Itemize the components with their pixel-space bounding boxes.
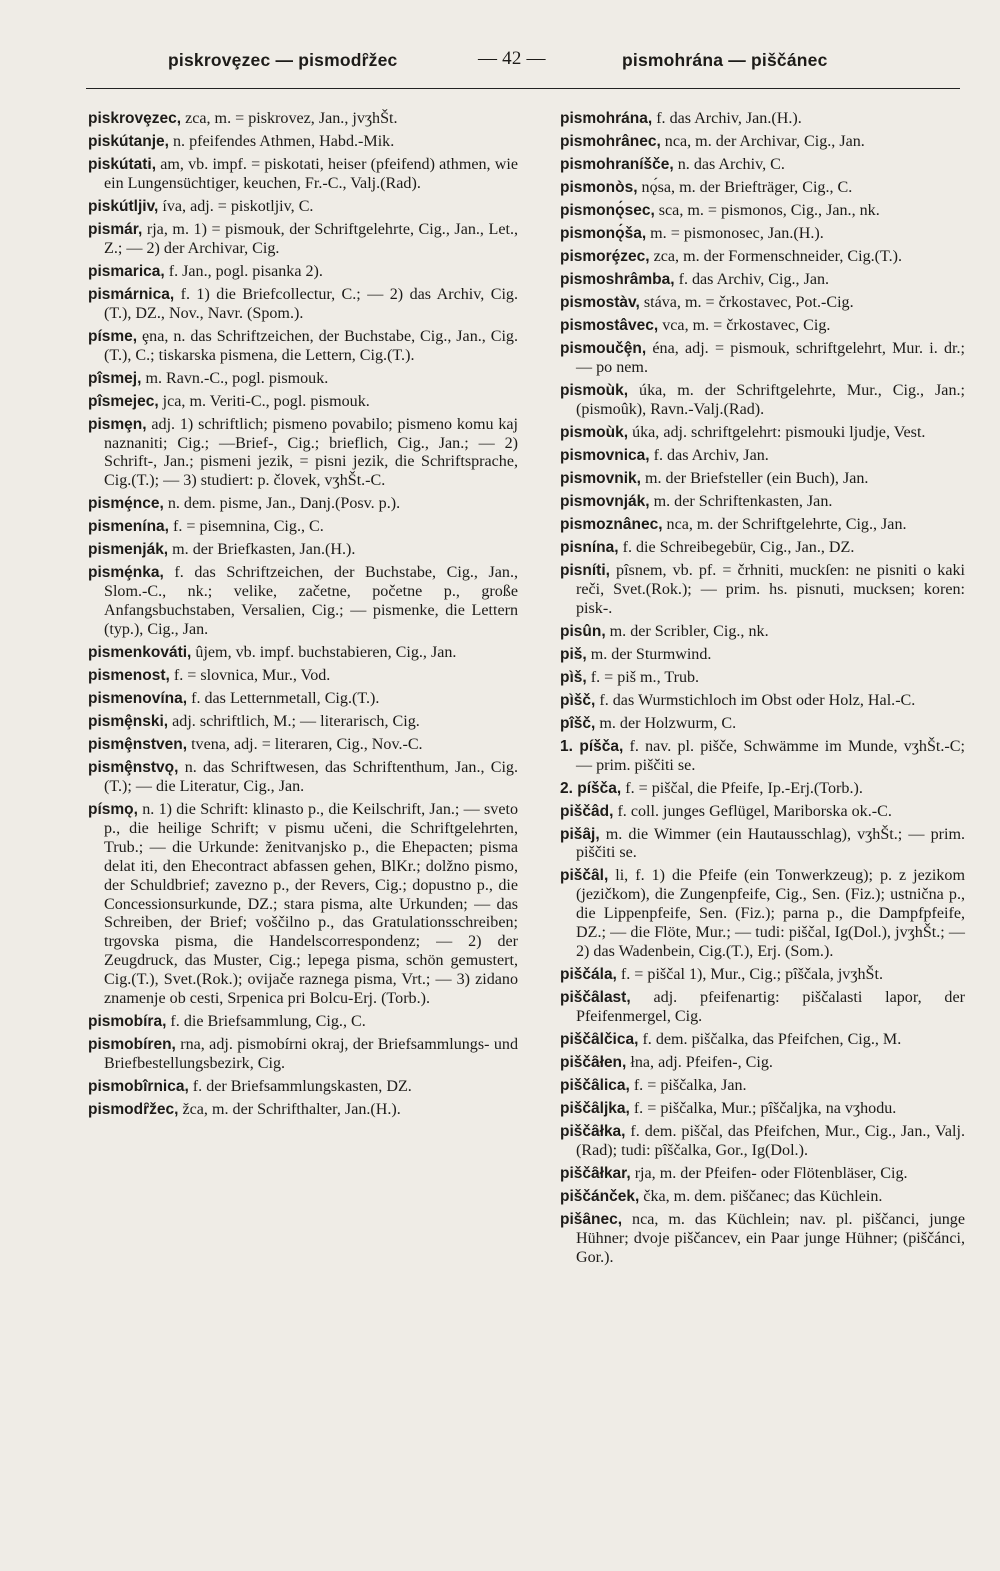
entry-headword: piščála, <box>560 966 617 984</box>
entry-headword: pismarica, <box>88 262 165 280</box>
entry-headword: pismoučȩ̂n, <box>560 340 647 357</box>
entry-headword: pismohrána, <box>560 110 653 127</box>
entry-headword: pismȩ̂nstven, <box>88 736 188 754</box>
dictionary-entry <box>560 248 965 267</box>
entry-headword: piš, <box>560 645 587 663</box>
dictionary-entry <box>560 516 965 535</box>
dictionary-entry <box>88 541 518 560</box>
entry-definition: úka, adj. schriftgelehrt: pismouki ljudje, Vest. <box>628 423 926 441</box>
entry-headword: 2. píšča, <box>560 779 622 797</box>
entry-headword: pismoùk, <box>560 423 629 441</box>
entry-definition: f. die Schreibegebür, Cig., Jan., DZ. <box>618 538 855 556</box>
entry-headword: piščȃlica, <box>560 1076 630 1094</box>
entry-definition: ûjem, vb. impf. buchstabieren, Cig., Jan. <box>191 644 457 662</box>
dictionary-entry <box>560 271 965 290</box>
entry-definition: n. 1) die Schrift: klinasto p., die Keilschrift, Jan.; — sveto p., die heilige Schrift; v pismu učeni, die Schriftgelehrten, Trub.; — die Urkunde: ženitvanjsko p., die Ehepacten; pisma delat iti, den Ehecontract abfassen gehen, BlKr.; dolžno pismo, der Schuldbrief; zavezno p., der Revers, Cig.; dopustno p., die Concessionsurkunde, DZ.; stara pisma, alte Urkunden; — das Schreiben, der Brief; voščilno p., das Gratulationsschreiben; trgovska pisma, die Handelscorrespondenz; — 2) der Zeugdruck, das Muster, Cig.; lepega pisma, schön gemustert, Cig.(T.), Svet.(Rok.); ovijače raznega pisma, Vrt.; — 3) zidano znamenje ob cesti, Srpenica pri Bolcu-Erj. (Torb.). <box>104 800 518 1008</box>
entry-headword: pismostàv, <box>560 294 640 311</box>
dictionary-entry <box>560 110 965 129</box>
dictionary-entry <box>560 470 965 489</box>
dictionary-entry <box>88 713 518 732</box>
entry-definition: jca, m. Veriti-C., pogl. pismouk. <box>158 392 370 410</box>
entry-headword: pišȃnec, <box>560 1210 623 1228</box>
entry-definition: tvena, adj. = literaren, Cig., Nov.-C. <box>187 736 423 754</box>
entry-headword: piskútanje, <box>88 133 169 150</box>
dictionary-entry <box>88 416 518 492</box>
header-left-range: piskrovȩzec — pismodȓžec <box>168 50 398 70</box>
entry-headword: piščȃlast, <box>560 989 631 1007</box>
entry-headword: pismȩ́nce, <box>88 495 164 513</box>
dictionary-entry <box>560 1054 965 1073</box>
entry-definition: adj. schriftlich, M.; — literarisch, Cig. <box>168 713 420 731</box>
entry-headword: pismoznânec, <box>560 515 663 533</box>
entry-headword: pismohraníšče, <box>560 156 674 173</box>
entry-headword: pîsmej, <box>88 369 142 387</box>
entry-definition: m. = pismonosec, Jan.(H.). <box>646 225 824 242</box>
dictionary-entry <box>560 133 965 152</box>
entry-definition: n. das Archiv, C. <box>673 156 785 173</box>
dictionary-entry <box>88 286 518 324</box>
entry-definition: íva, adj. = piskotljiv, C. <box>158 197 314 215</box>
entry-headword: 1. píšča, <box>560 737 624 755</box>
entry-definition: n. dem. pisme, Jan., Danj.(Posv. p.). <box>163 495 401 513</box>
dictionary-entry <box>560 1031 965 1050</box>
dictionary-entry <box>560 989 965 1027</box>
page-header <box>0 44 1000 84</box>
dictionary-entry <box>560 1077 965 1096</box>
dictionary-entry <box>560 1188 965 1207</box>
dictionary-entry <box>560 539 965 558</box>
entry-headword: piskútljiv, <box>88 197 159 215</box>
entry-definition: nca, m. der Archivar, Cig., Jan. <box>660 133 865 150</box>
entry-definition: úka, m. der Schriftgelehrte, Mur., Cig., Jan.; (pismoûk), Ravn.-Valj.(Rad). <box>576 381 965 418</box>
entry-headword: pismár, <box>88 220 143 238</box>
page-number: — 42 — <box>478 48 546 69</box>
dictionary-entry <box>560 669 965 688</box>
entry-definition: zca, m. = piskrovez, Jan., jvʒhŠt. <box>181 110 398 127</box>
entry-definition: f. das Wurmstichloch im Obst oder Holz, Hal.-C. <box>595 691 916 709</box>
right-column <box>560 110 965 1272</box>
entry-definition: f. dem. piščal, das Pfeifchen, Mur., Cig., Jan., Valj.(Rad); tudi: pîščalka, Gor., Ig(Dol.). <box>576 1122 965 1159</box>
left-column <box>88 110 518 1124</box>
dictionary-entry <box>88 221 518 259</box>
entry-headword: piščȃłka, <box>560 1122 626 1140</box>
dictionary-entry <box>560 156 965 175</box>
dictionary-entry <box>88 370 518 389</box>
dictionary-entry <box>88 263 518 282</box>
entry-headword: pismoùk, <box>560 381 629 399</box>
entry-headword: pisnína, <box>560 538 619 556</box>
entry-definition: rna, adj. pismobírni okraj, der Briefsammlungs- und Briefbestellungsbezirk, Cig. <box>104 1036 518 1072</box>
dictionary-entry <box>88 1078 518 1097</box>
entry-definition: f. die Briefsammlung, Cig., C. <box>166 1013 366 1031</box>
entry-headword: piščȃl, <box>560 867 609 885</box>
entry-definition: nca, m. das Küchlein; nav. pl. piščanci, junge Hühner; dvoje piščancev, ein Paar junge Hühner; (piščánci, Gor.). <box>576 1210 965 1266</box>
dictionary-entry <box>560 623 965 642</box>
dictionary-entry <box>88 736 518 755</box>
entry-headword: pismȩn, <box>88 415 147 433</box>
entry-headword: pismobîrnica, <box>88 1077 189 1095</box>
entry-headword: pisníti, <box>560 561 610 579</box>
entry-definition: pîsnem, vb. pf. = črhniti, muckſen: ne pisniti o kaki reči, Svet.(Rok.); — prim. hs. pisnuti, mucksen; koren: pisk-. <box>576 561 965 617</box>
dictionary-entry <box>88 1013 518 1032</box>
entry-headword: piskútati, <box>88 156 157 173</box>
dictionary-entry <box>560 803 965 822</box>
dictionary-entry <box>560 225 965 244</box>
entry-definition: adj. pfeifenartig: piščalasti lapor, der Pfeifenmergel, Cig. <box>576 989 965 1025</box>
dictionary-entry <box>88 393 518 412</box>
dictionary-entry <box>560 966 965 985</box>
dictionary-entry <box>560 424 965 443</box>
dictionary-entry <box>560 340 965 378</box>
dictionary-entry <box>560 317 965 336</box>
entry-definition: sca, m. = pismonos, Cig., Jan., nk. <box>654 202 880 219</box>
entry-headword: piščȃljka, <box>560 1099 630 1117</box>
entry-definition: f. das Letternmetall, Cig.(T.). <box>187 690 380 708</box>
dictionary-entry <box>88 667 518 686</box>
entry-headword: pismonǫ́ša, <box>560 225 647 242</box>
entry-definition: n. pfeifendes Athmen, Habd.-Mik. <box>168 133 395 150</box>
dictionary-entry <box>88 198 518 217</box>
entry-definition: m. die Wimmer (ein Hautausschlag), vʒhŠt.; — prim. piščiti se. <box>576 825 965 862</box>
entry-headword: pismȩ̂nstvǫ, <box>88 759 179 777</box>
entry-definition: m. der Scribler, Cig., nk. <box>605 622 769 640</box>
dictionary-entry <box>560 867 965 962</box>
dictionary-entry <box>560 715 965 734</box>
entry-definition: f. = piš m., Trub. <box>586 668 700 686</box>
entry-definition: łna, adj. Pfeifen-, Cig. <box>626 1053 773 1071</box>
entry-headword: pismenost, <box>88 667 170 685</box>
entry-definition: f. der Briefsammlungskasten, DZ. <box>188 1077 412 1095</box>
entry-headword: pismobíren, <box>88 1036 176 1054</box>
entry-headword: pìšč, <box>560 691 596 709</box>
dictionary-entry <box>560 382 965 420</box>
entry-definition: f. 1) die Briefcollectur, C.; — 2) das Archiv, Cig.(T.), DZ., Nov., Navr. (Spom.). <box>104 285 518 322</box>
entry-definition: f. dem. piščalka, das Pfeifchen, Cig., M. <box>638 1030 902 1048</box>
entry-definition: f. das Archiv, Jan.(H.). <box>652 110 802 127</box>
entry-headword: pismenovína, <box>88 690 188 708</box>
entry-definition: m. der Schriftenkasten, Jan. <box>649 492 833 510</box>
entry-definition: f. = piščalka, Jan. <box>629 1076 747 1094</box>
entry-headword: písmǫ, <box>88 800 138 818</box>
entry-headword: piskrovȩzec, <box>88 110 182 127</box>
entry-headword: pismȩ̂nski, <box>88 713 169 731</box>
entry-headword: pismovnik, <box>560 469 641 487</box>
dictionary-entry <box>560 1100 965 1119</box>
entry-headword: pismorȩ́zec, <box>560 248 650 265</box>
entry-headword: pismoshrâmba, <box>560 271 675 288</box>
dictionary-entry <box>560 646 965 665</box>
entry-headword: piščȃłen, <box>560 1053 627 1071</box>
entry-headword: pismobíra, <box>88 1013 167 1031</box>
entry-definition: žca, m. der Schrifthalter, Jan.(H.). <box>178 1100 401 1118</box>
dictionary-entry <box>560 780 965 799</box>
entry-definition: zca, m. der Formenschneider, Cig.(T.). <box>649 248 903 265</box>
dictionary-entry <box>560 1211 965 1268</box>
dictionary-entry <box>88 110 518 129</box>
entry-headword: pismonòs, <box>560 179 638 196</box>
dictionary-entry <box>88 518 518 537</box>
entry-headword: pišȃj, <box>560 825 600 843</box>
entry-definition: n. das Schriftwesen, das Schriftenthum, Jan., Cig.(T.); — die Literatur, Cig., Jan. <box>104 759 518 795</box>
entry-definition: f. das Schriftzeichen, der Buchstabe, Cig., Jan., Slom.-C., nk.; velike, začetne, početne p., große Anfangsbuchstaben, Versalien, Cig.; — pismenke, die Lettern (typ.), Cig., Jan. <box>104 564 518 639</box>
entry-definition: vca, m. = črkostavec, Cig. <box>658 317 831 334</box>
entry-definition: nca, m. der Schriftgelehrte, Cig., Jan. <box>662 515 907 533</box>
entry-headword: pismostâvec, <box>560 317 659 334</box>
entry-definition: rja, m. 1) = pismouk, der Schriftgelehrte, Cig., Jan., Let., Z.; — 2) der Archivar, Cig. <box>104 220 518 257</box>
entry-definition: rja, m. der Pfeifen- oder Flötenbläser, Cig. <box>630 1164 908 1182</box>
entry-definition: m. der Briefkasten, Jan.(H.). <box>168 541 356 559</box>
entry-headword: pismovnica, <box>560 446 650 464</box>
dictionary-entry <box>88 801 518 1009</box>
entry-definition: éna, adj. = pismouk, schriftgelehrt, Mur. i. dr.; — po nem. <box>576 340 965 376</box>
entry-headword: pismovnják, <box>560 492 650 510</box>
entry-headword: pismohrânec, <box>560 133 661 150</box>
entry-headword: pismodȓžec, <box>88 1100 179 1118</box>
entry-definition: f. das Archiv, Cig., Jan. <box>674 271 830 288</box>
dictionary-entry <box>560 692 965 711</box>
entry-definition: m. Ravn.-C., pogl. pismouk. <box>141 369 329 387</box>
dictionary-entry <box>560 493 965 512</box>
dictionary-entry <box>560 447 965 466</box>
entry-headword: pismenják, <box>88 541 169 559</box>
entry-headword: pìš, <box>560 668 587 686</box>
entry-definition: f. das Archiv, Jan. <box>649 446 769 464</box>
dictionary-entry <box>88 495 518 514</box>
entry-definition: f. Jan., pogl. pisanka 2). <box>164 262 323 280</box>
dictionary-entry <box>88 564 518 640</box>
entry-definition: stáva, m. = črkostavec, Pot.-Cig. <box>639 294 854 311</box>
entry-headword: pismonǫ́sec, <box>560 202 655 219</box>
dictionary-entry <box>88 156 518 194</box>
dictionary-entry <box>560 1165 965 1184</box>
dictionary-entry <box>560 294 965 313</box>
entry-definition: nǫ́sa, m. der Briefträger, Cig., C. <box>637 179 853 196</box>
entry-definition: f. = slovnica, Mur., Vod. <box>169 667 331 685</box>
dictionary-entry <box>560 1123 965 1161</box>
entry-definition: adj. 1) schriftlich; pismeno povabilo; pismeno komu kaj naznaniti; Cig.; —Brief-, Cig.; brieflich, Cig., Jan.; — 2) Schrift-, Jan.; pismeni jezik, = pisni jezik, die Schriftsprache, Cig.(T.); — 3) studiert: p. človek, vʒhŠt.-C. <box>104 415 518 490</box>
header-rule <box>86 88 960 89</box>
entry-definition: li, f. 1) die Pfeife (ein Tonwerkzeug); p. z jezikom (jezičkom), die Zungenpfeife, Cig., Sen. (Fiz.); ustnična p., die Lippenpfeife, Sen. (Fiz.); parna p., die Dampfpfeife, DZ.; — die Flöte, Mur.; — tudi: piščal, Ig(Dol.), jvʒhŠt.; — 2) das Wadenbein, Cig.(T.), Erj. (Som.). <box>576 867 965 961</box>
entry-definition: f. = piščalka, Mur.; pîščaljka, na vʒhodu. <box>629 1099 897 1117</box>
entry-headword: piščánček, <box>560 1187 640 1205</box>
entry-definition: f. = piščal 1), Mur., Cig.; pîščala, jvʒhŠt. <box>616 966 883 984</box>
dictionary-entry <box>88 759 518 797</box>
entry-headword: piščȃlčica, <box>560 1030 639 1048</box>
entry-headword: pismȩ́nka, <box>88 564 164 582</box>
dictionary-entry <box>560 179 965 198</box>
entry-headword: pîšč, <box>560 714 596 732</box>
dictionary-entry <box>560 738 965 776</box>
entry-headword: pismárnica, <box>88 285 175 303</box>
entry-headword: pismenína, <box>88 518 169 536</box>
entry-definition: f. coll. junges Geflügel, Mariborska ok.-C. <box>613 802 892 820</box>
dictionary-entry <box>88 1101 518 1120</box>
entry-headword: pismenkováti, <box>88 644 192 662</box>
entry-headword: piščâd, <box>560 802 614 820</box>
entry-headword: pisûn, <box>560 622 606 640</box>
entry-definition: čka, m. dem. piščanec; das Küchlein. <box>639 1187 883 1205</box>
dictionary-entry <box>88 328 518 366</box>
dictionary-entry <box>560 562 965 619</box>
dictionary-entry <box>88 690 518 709</box>
dictionary-entry <box>560 202 965 221</box>
dictionary-entry <box>88 133 518 152</box>
dictionary-entry <box>88 1036 518 1074</box>
entry-definition: m. der Briefsteller (ein Buch), Jan. <box>640 469 869 487</box>
header-right-range: pismohrána — piščánec <box>622 50 828 70</box>
entry-definition: m. der Sturmwind. <box>586 645 712 663</box>
entry-definition: m. der Holzwurm, C. <box>595 714 737 732</box>
entry-headword: písme, <box>88 327 138 345</box>
entry-definition: ȩna, n. das Schriftzeichen, der Buchstabe, Cig., Jan., Cig.(T.), C.; tiskarska pismena, die Lettern, Cig.(T.). <box>104 327 518 364</box>
entry-definition: am, vb. impf. = piskotati, heiser (pfeifend) athmen, wie ein Lungensüchtiger, keuchen, Fr.-C., Valj.(Rad). <box>104 156 518 192</box>
entry-definition: f. = pisemnina, Cig., C. <box>168 518 324 536</box>
dictionary-entry <box>560 826 965 864</box>
entry-headword: pîsmejec, <box>88 392 159 410</box>
dictionary-entry <box>88 644 518 663</box>
entry-definition: f. = piščal, die Pfeife, Ip.-Erj.(Torb.). <box>621 779 863 797</box>
entry-definition: f. nav. pl. pišče, Schwämme im Munde, vʒhŠt.-C; — prim. piščiti se. <box>576 737 965 774</box>
entry-headword: piščȃłkar, <box>560 1164 631 1182</box>
